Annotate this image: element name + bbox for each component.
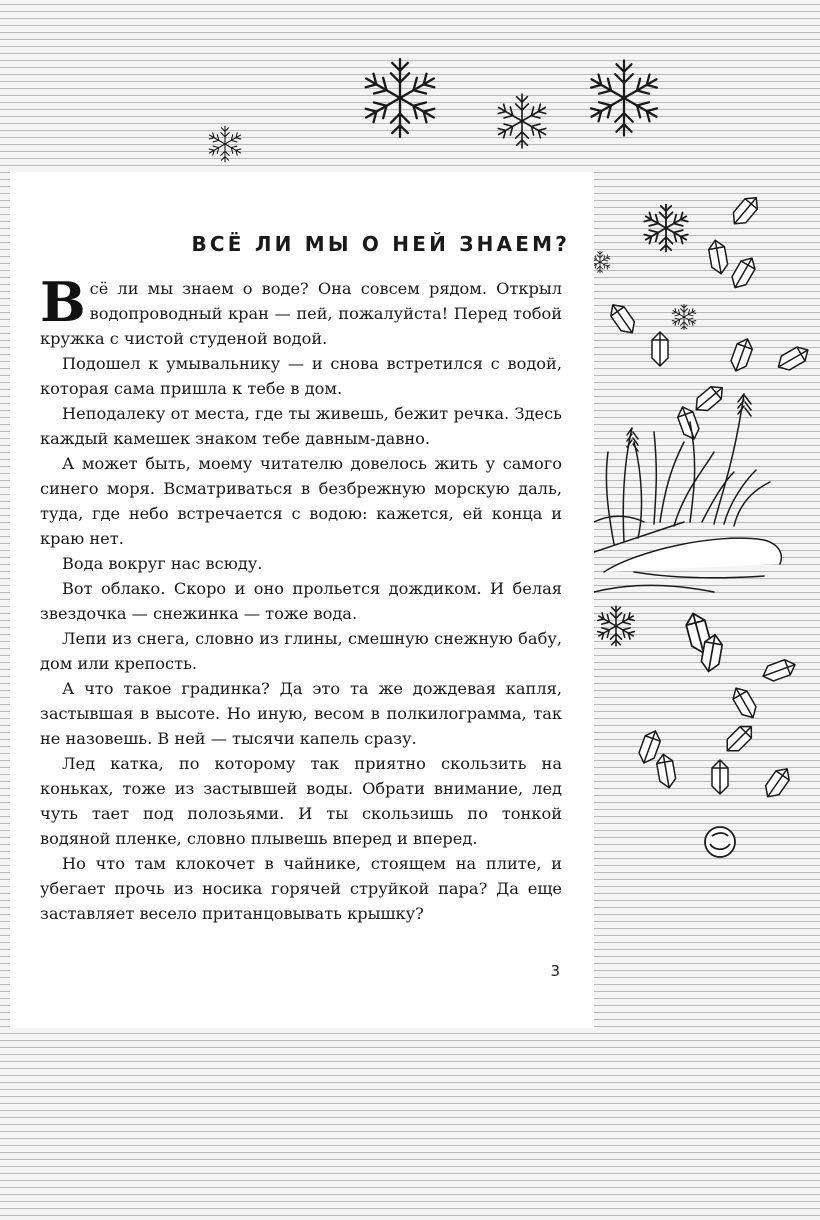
drop-cap: В — [40, 270, 86, 334]
paragraph-4: А может быть, моему читателю довелось жить у самого синего моря. Всматриваться в безбрежную морскую даль, туда, где небо встречается с водою: кажется, ей конца и краю нет. — [40, 454, 562, 548]
paragraph-2: Подошел к умывальнику — и снова встретился с водой, которая сама пришла к тебе в дом. — [40, 354, 562, 398]
top-snowflakes-illustration — [150, 30, 700, 170]
snowflake-icon — [642, 205, 689, 252]
crystal-icon — [760, 657, 797, 684]
snowflake-icon — [596, 606, 636, 646]
crystal-icon — [712, 760, 728, 794]
snowflake-icon — [587, 61, 661, 136]
crystal-icon — [707, 239, 729, 275]
chapter-heading: ВСЁ ЛИ МЫ О НЕЙ ЗНАЕМ? — [191, 232, 570, 256]
crystal-icon — [729, 684, 760, 721]
paragraph-6: Вот облако. Скоро и оно прольется дождиком. И белая звездочка — снежинка — тоже вода. — [40, 579, 562, 623]
body-text — [40, 270, 562, 926]
crystal-icon — [691, 382, 727, 416]
crystal-icon — [655, 753, 677, 789]
snowflake-icon — [671, 304, 696, 329]
side-illustration — [594, 172, 820, 1028]
crystal-icon — [774, 343, 811, 374]
paragraph-10: Но что там клокочет в чайнике, стоящем на плите, и убегает прочь из носика горячей струйкой пара? Да еще заставляет весело пританцовывать крышку? — [40, 854, 562, 923]
paragraph-9: Лед катка, по которому так приятно скользить на коньках, тоже из застывшей воды. Обрати внимание, лед чуть тает под полозьями. И ты скользишь по тонкой водяной пленке, словно плывешь вперед и вперед. — [40, 754, 562, 848]
crystal-icon — [606, 300, 639, 337]
crystal-icon — [652, 332, 668, 366]
bottom-striped-band — [0, 1028, 820, 1220]
crystal-icon — [761, 764, 794, 801]
page-number: 3 — [550, 962, 560, 980]
paragraph-5: Вода вокруг нас всюду. — [62, 554, 263, 573]
top-striped-band — [0, 0, 820, 172]
crystal-icon — [722, 721, 757, 756]
crystal-icon — [728, 193, 762, 229]
paragraph-7: Лепи из снега, словно из глины, смешную снежную бабу, дом или крепость. — [40, 629, 562, 673]
snowflake-icon — [362, 59, 439, 137]
paragraph-3: Неподалеку от места, где ты живешь, бежит речка. Здесь каждый камешек знаком тебе давным-давно. — [40, 404, 562, 448]
text-panel — [10, 172, 594, 1028]
snowflake-icon — [594, 251, 611, 273]
paragraph-8: А что такое градинка? Да это та же дождевая капля, застывшая в высоте. Но иную, весом в полкилограмма, так не назовешь. В ней — тысячи капель сразу. — [40, 679, 562, 748]
hail-ball-icon — [705, 827, 735, 857]
crystal-icon — [728, 336, 755, 373]
paragraph-1: Всё ли мы знаем о воде? Она совсем рядом. Открыл водопроводный кран — пей, пожалуйста! Перед тобой кружка с чистой студеной водой. — [40, 270, 562, 348]
snowflake-icon — [495, 94, 548, 148]
snowflake-icon — [207, 126, 242, 162]
crystal-icon — [728, 254, 759, 291]
